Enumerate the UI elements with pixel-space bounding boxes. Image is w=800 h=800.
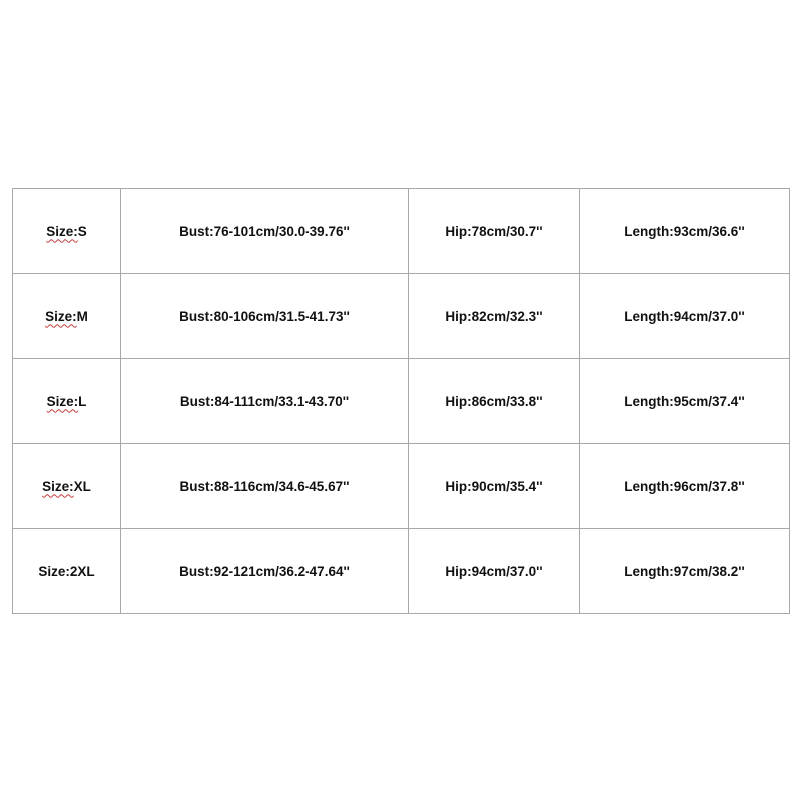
bust-cell: Bust:76-101cm/30.0-39.76''	[121, 189, 409, 274]
size-prefix: Size:	[38, 563, 70, 579]
table-row	[13, 359, 790, 444]
table-row	[13, 444, 790, 529]
hip-cell: Hip:82cm/32.3''	[409, 274, 580, 359]
length-cell: Length:97cm/38.2''	[580, 529, 790, 614]
bust-cell: Bust:92-121cm/36.2-47.64''	[121, 529, 409, 614]
size-value: 2XL	[69, 563, 95, 579]
size-cell	[13, 529, 121, 614]
size-chart-table	[12, 188, 790, 614]
size-prefix: Size:	[45, 308, 77, 324]
bust-cell: Bust:84-111cm/33.1-43.70''	[121, 359, 409, 444]
size-value: S	[77, 223, 87, 239]
table-row	[13, 529, 790, 614]
size-cell	[13, 444, 121, 529]
size-cell	[13, 274, 121, 359]
length-cell: Length:93cm/36.6''	[580, 189, 790, 274]
bust-cell: Bust:80-106cm/31.5-41.73''	[121, 274, 409, 359]
size-value: XL	[73, 478, 91, 494]
hip-cell: Hip:86cm/33.8''	[409, 359, 580, 444]
length-cell: Length:94cm/37.0''	[580, 274, 790, 359]
hip-cell: Hip:90cm/35.4''	[409, 444, 580, 529]
size-value: L	[78, 393, 87, 409]
table-row	[13, 189, 790, 274]
hip-cell: Hip:94cm/37.0''	[409, 529, 580, 614]
size-prefix: Size:	[46, 223, 78, 239]
length-cell: Length:96cm/37.8''	[580, 444, 790, 529]
size-prefix: Size:	[42, 478, 74, 494]
length-cell: Length:95cm/37.4''	[580, 359, 790, 444]
size-value: M	[76, 308, 88, 324]
bust-cell: Bust:88-116cm/34.6-45.67''	[121, 444, 409, 529]
size-prefix: Size:	[46, 393, 79, 409]
size-cell	[13, 189, 121, 274]
size-cell	[13, 359, 121, 444]
hip-cell: Hip:78cm/30.7''	[409, 189, 580, 274]
table-row	[13, 274, 790, 359]
